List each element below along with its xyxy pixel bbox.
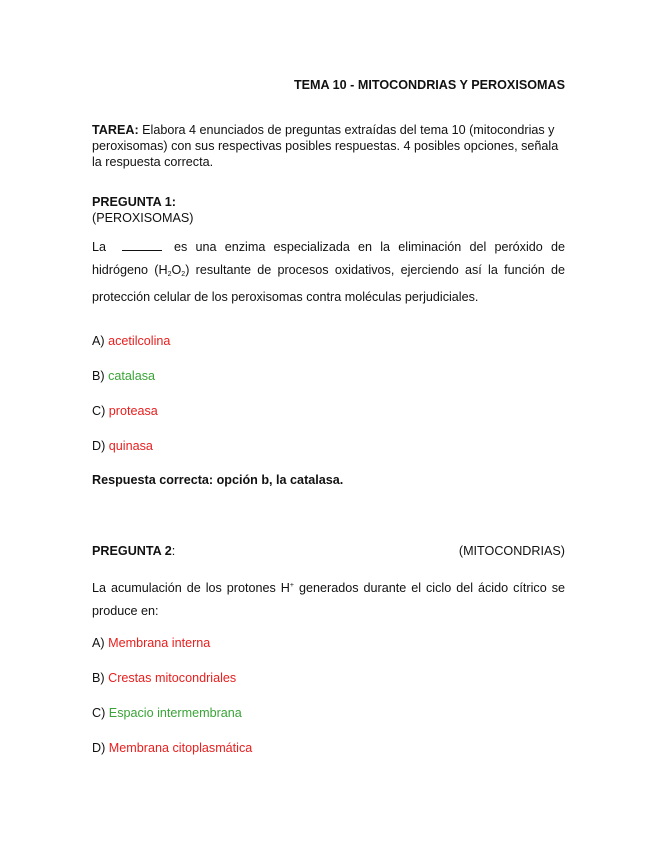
question-1-answer: Respuesta correcta: opción b, la catalasa. [92,473,344,487]
question-1-topic: (PEROXISOMAS) [92,211,194,225]
question-2-text-part1: La acumulación de los protones H [92,581,290,595]
question-1-option-d [92,439,153,453]
question-1-statement [92,236,565,309]
task-paragraph [92,122,566,170]
option-text: Membrana interna [108,636,211,650]
document-title: TEMA 10 - MITOCONDRIAS Y PEROXISOMAS [293,78,565,92]
option-letter: C) [92,404,106,418]
question-1-text-part1: es una enzima especializada en la eliminación del peróxido de hidrógeno (H [92,240,565,277]
question-1-sub2: 2 [181,271,186,278]
option-text: quinasa [108,439,153,453]
question-1-blank [122,241,162,251]
question-2-option-b [92,671,236,685]
option-letter: A) [92,636,105,650]
option-text: Crestas mitocondriales [108,671,237,685]
question-2-topic: (MITOCONDRIAS) [458,544,565,558]
option-letter: D) [92,439,106,453]
question-2-text-part2: generados durante el ciclo del ácido cítrico se produce en: [92,581,565,618]
option-letter: D) [92,741,106,755]
question-1-text-part2: O [171,263,182,277]
question-1-option-c [92,404,158,418]
question-2-option-a [92,636,210,650]
question-2-option-d [92,741,252,755]
task-label: TAREA: [92,123,139,137]
option-text: Membrana citoplasmática [108,741,253,755]
option-letter: C) [92,706,106,720]
question-1-text-start: La [92,240,107,254]
question-1-option-a [92,334,170,348]
question-1-sub1: 2 [167,271,172,278]
option-letter: A) [92,334,105,348]
question-1-text-part3: ) resultante de procesos oxidativos, ejerciendo así la función de protección celular de los peroxisomas contra moléculas perjudiciales. [92,263,565,304]
question-1-option-b [92,369,155,383]
option-text: acetilcolina [108,334,171,348]
question-2-option-c [92,706,242,720]
question-2-sup: + [289,582,294,589]
option-text: Espacio intermembrana [108,706,242,720]
question-2-statement [92,574,565,623]
option-text: proteasa [108,404,158,418]
question-1-heading: PREGUNTA 1: [92,195,176,209]
option-text: catalasa [108,369,156,383]
question-2-heading-text: PREGUNTA 2 [92,544,172,558]
question-2-heading-colon: : [171,544,176,558]
option-letter: B) [92,671,105,685]
task-text: Elabora 4 enunciados de preguntas extraídas del tema 10 (mitocondrias y peroxisomas) con sus respectivas posibles respuestas. 4 posibles opciones, señala la respuesta correcta. [92,123,559,169]
option-letter: B) [92,369,105,383]
